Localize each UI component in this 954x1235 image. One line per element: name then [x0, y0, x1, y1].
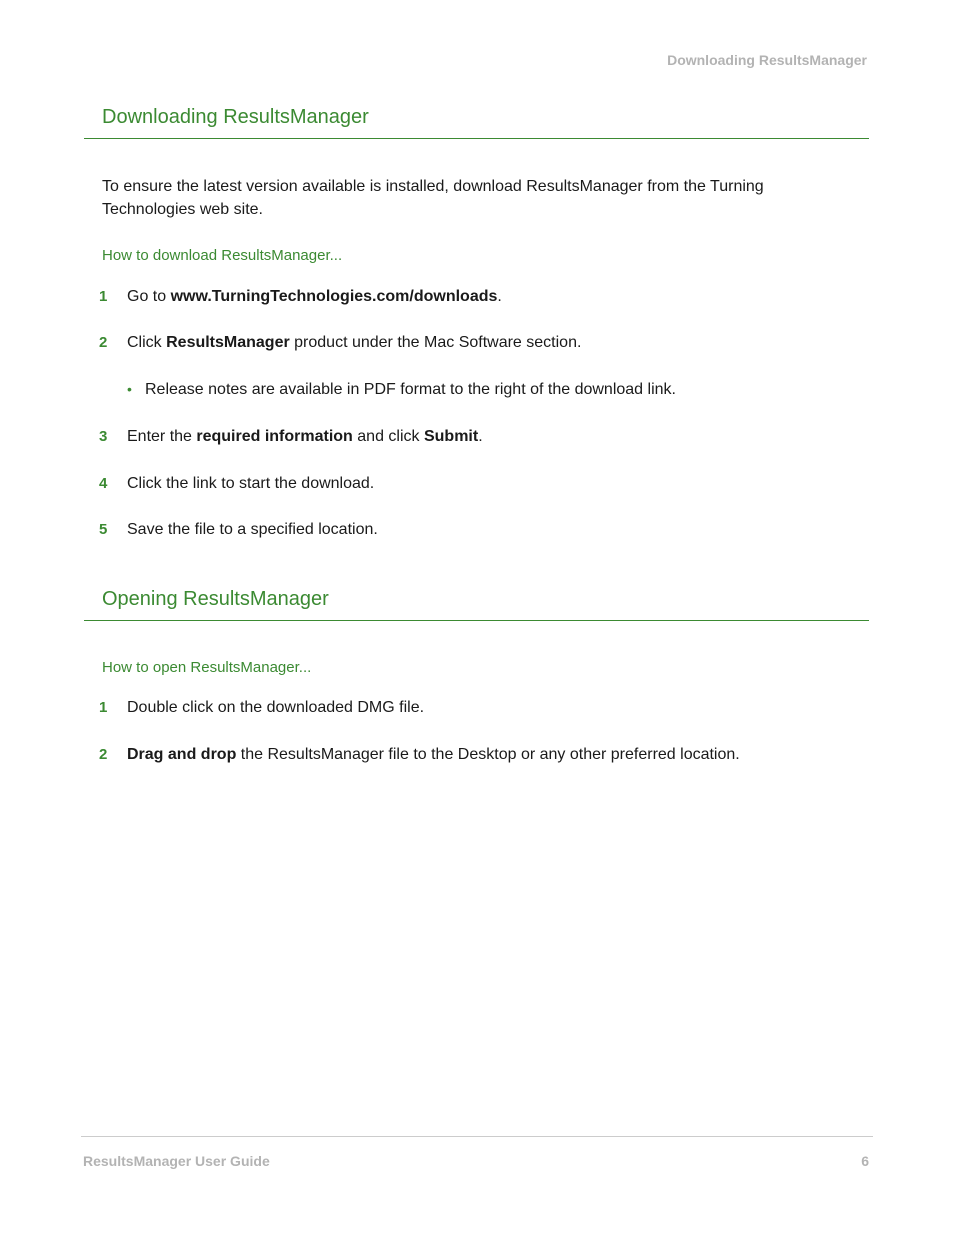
step-text: . — [478, 428, 483, 445]
step-bold-text: Drag and drop — [127, 746, 237, 763]
step-bold-text: ResultsManager — [166, 334, 290, 351]
page-number: 6 — [861, 1153, 869, 1169]
section-divider — [84, 620, 869, 621]
footer-divider — [81, 1136, 873, 1137]
step-text: the ResultsManager file to the Desktop or any other preferred location. — [236, 746, 740, 763]
step-text: Click the link to start the download. — [127, 475, 375, 492]
open-step-1 — [99, 699, 424, 717]
open-step-2 — [99, 746, 740, 764]
howto-open-heading: How to open ResultsManager... — [102, 659, 312, 676]
bullet-icon: • — [127, 381, 132, 397]
section-title-downloading: Downloading ResultsManager — [102, 106, 369, 128]
step-bold-text: required information — [196, 428, 353, 445]
howto-download-heading: How to download ResultsManager... — [102, 247, 343, 264]
step-text: Save the file to a specified location. — [127, 521, 378, 538]
step-text: and click — [352, 428, 424, 445]
step-text: Click — [127, 334, 167, 351]
step-text: product under the Mac Software section. — [289, 334, 582, 351]
downloads-url[interactable]: www.TurningTechnologies.com/downloads — [170, 288, 498, 305]
step-4 — [99, 475, 374, 493]
intro-paragraph: To ensure the latest version available is installed, download ResultsManager from the Turning Technologies web site. — [102, 178, 764, 218]
step-text: Enter the — [127, 428, 197, 445]
step-text: Go to — [127, 288, 171, 305]
step-bold-text: Submit — [423, 428, 479, 445]
step-number: 2 — [99, 334, 108, 351]
step-number: 5 — [99, 521, 108, 538]
step-number: 1 — [99, 288, 108, 305]
step-number: 3 — [99, 428, 108, 445]
bullet-text: Release notes are available in PDF format to the right of the download link. — [145, 381, 676, 398]
step-3 — [99, 428, 483, 446]
step-number: 4 — [99, 475, 108, 492]
step-5 — [99, 521, 378, 539]
footer-guide-title: ResultsManager User Guide — [83, 1153, 270, 1169]
section-title-opening: Opening ResultsManager — [102, 588, 329, 610]
step-number: 1 — [99, 699, 108, 716]
running-header: Downloading ResultsManager — [667, 52, 867, 68]
release-notes-bullet — [127, 381, 676, 399]
step-2 — [99, 334, 581, 352]
step-1 — [99, 288, 502, 306]
step-number: 2 — [99, 746, 108, 763]
step-text: . — [497, 288, 502, 305]
section-divider — [84, 138, 869, 139]
step-text: Double click on the downloaded DMG file. — [127, 699, 425, 716]
